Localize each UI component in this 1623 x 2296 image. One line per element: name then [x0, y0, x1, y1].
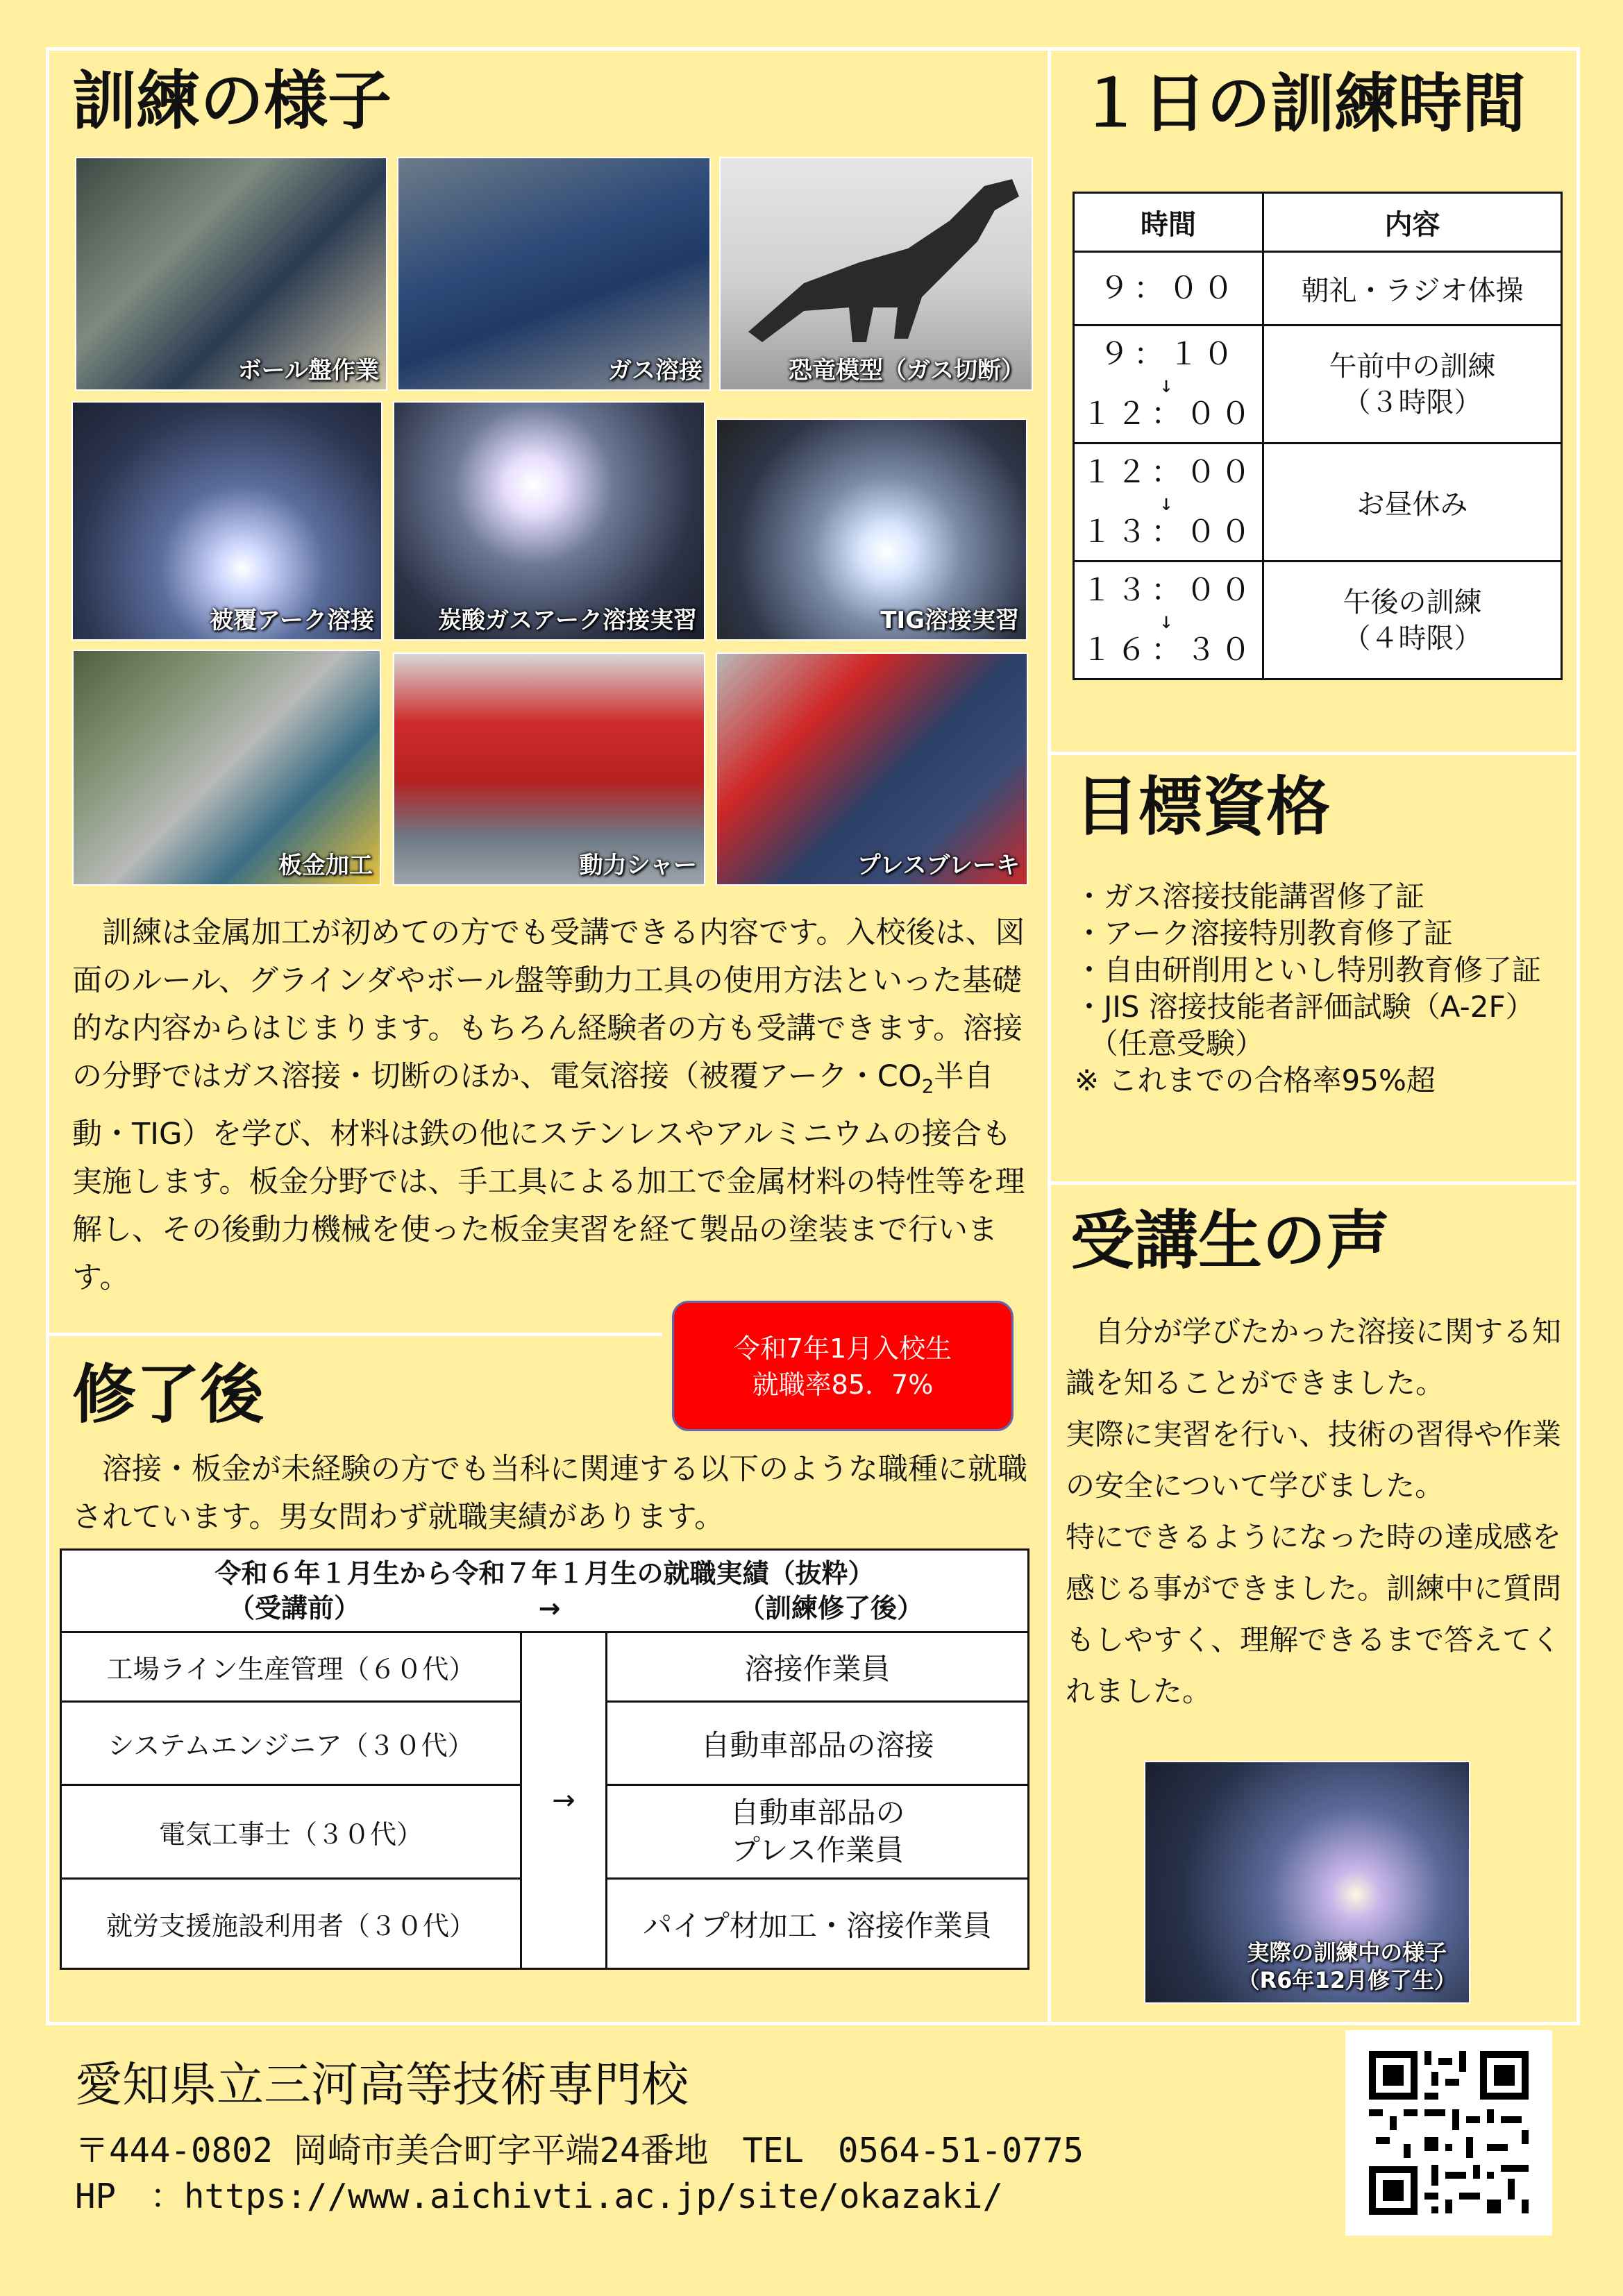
photo-caption: ボール盤作業 — [237, 357, 379, 385]
schedule-arrow: ↓ — [1159, 607, 1177, 634]
schedule-content: 午前中の訓練 — [1329, 350, 1496, 382]
school-homepage: HP ：https://www.aichivti.ac.jp/site/okazaki/ — [75, 2177, 1004, 2216]
divider-voice — [1048, 1181, 1580, 1185]
section-title-voice: 受講生の声 — [1070, 1204, 1390, 1278]
photo-caption: 炭酸ガスアーク溶接実習 — [438, 607, 697, 634]
frame-bottom — [46, 2022, 1580, 2025]
photo-voice-training — [1144, 1761, 1470, 2004]
schedule-header-time: 時間 — [1074, 193, 1263, 252]
schedule-time-end: １３：００ — [1082, 514, 1255, 550]
schedule-time-start: ９：１０ — [1099, 336, 1238, 372]
photo-caption-sub: （R6年12月修了生） — [1237, 1967, 1456, 1993]
photo-caption: 恐竜模型（ガス切断） — [789, 357, 1025, 385]
employment-before: システムエンジニア（３０代） — [61, 1702, 521, 1785]
after-text: 溶接・板金が未経験の方でも当科に関連する以下のような職種に就職されています。男女問わず就職実績があります。 — [72, 1452, 1027, 1535]
schedule-table — [1073, 192, 1563, 680]
frame-left — [46, 47, 49, 2025]
schedule-row — [1074, 444, 1562, 562]
photo-caption: プレスブレーキ — [857, 852, 1020, 879]
school-name: 愛知県立三河高等技術専門校 — [75, 2058, 689, 2113]
schedule-arrow: ↓ — [1159, 371, 1177, 398]
employment-after-line2: プレス作業員 — [730, 1833, 905, 1867]
employment-after: 自動車部品の溶接 — [700, 1728, 934, 1762]
schedule-content: 午後の訓練 — [1343, 586, 1482, 618]
employment-before: 就労支援施設利用者（３０代） — [61, 1879, 521, 1969]
qr-code[interactable] — [1345, 2030, 1552, 2236]
section-title-qualifications: 目標資格 — [1075, 770, 1331, 844]
schedule-time-end: １２：００ — [1082, 396, 1255, 432]
schedule-content-note: （３時限） — [1343, 386, 1482, 419]
after-description — [72, 1446, 1037, 1542]
divider-after — [46, 1333, 662, 1336]
photo-caption: TIG溶接実習 — [880, 607, 1019, 634]
schedule-time-start: １２：００ — [1082, 454, 1255, 490]
qualification-item: ・ガス溶接技能講習修了証 — [1075, 879, 1425, 913]
employment-row — [61, 1632, 1029, 1702]
employment-before-label: （受講前） — [228, 1593, 361, 1623]
schedule-time-end: １６：３０ — [1082, 632, 1255, 668]
employment-title: 令和６年１月生から令和７年１月生の就職実績（抜粋） — [215, 1558, 875, 1589]
photo-caption: ガス溶接 — [608, 357, 703, 385]
divider-qualifications — [1048, 752, 1580, 755]
employment-before: 電気工事士（３０代） — [61, 1785, 521, 1879]
photo-power-shear — [393, 652, 705, 886]
schedule-header-content: 内容 — [1263, 193, 1562, 252]
photo-co2-arc-welding — [393, 401, 705, 641]
training-text-part1: 訓練は金属加工が初めての方でも受講できる内容です。入校後は、図面のルール、グラインダやボール盤等動力工具の使用方法といった基礎的な内容からはじまります。もちろん経験者の方も受講できます。溶接の分野ではガス溶接・切断のほか、電気溶接（被覆アーク・CO — [72, 915, 1025, 1094]
photo-caption: 動力シャー — [579, 852, 697, 879]
qualification-pass-rate: ※ これまでの合格率95%超 — [1075, 1063, 1436, 1097]
employment-before: 工場ライン生産管理（６０代） — [61, 1632, 521, 1702]
badge-line: 令和7年1月入校生 — [733, 1333, 952, 1364]
frame-center-vertical — [1048, 47, 1051, 2025]
schedule-row — [1074, 326, 1562, 444]
qualification-item: ・自由研削用といし特別教育修了証 — [1075, 953, 1542, 987]
schedule-row — [1074, 252, 1562, 326]
schedule-time: ９：００ — [1099, 270, 1238, 306]
employment-after: パイプ材加工・溶接作業員 — [643, 1908, 992, 1943]
photo-arc-welding — [72, 401, 382, 641]
section-title-schedule: １日の訓練時間 — [1079, 67, 1527, 141]
voice-text — [1066, 1306, 1565, 1717]
qualification-item: ・アーク溶接特別教育修了証 — [1075, 916, 1453, 950]
employment-after: 自動車部品の — [730, 1796, 905, 1830]
training-text-subscript: 2 — [921, 1074, 934, 1098]
employment-table — [60, 1548, 1029, 1970]
frame-top — [46, 47, 1580, 51]
photo-tig-welding — [716, 419, 1027, 641]
photo-gas-welding — [397, 157, 711, 391]
employment-arrow: → — [521, 1632, 607, 1969]
section-title-after: 修了後 — [72, 1358, 264, 1432]
qualification-list — [1075, 878, 1541, 1099]
schedule-row — [1074, 562, 1562, 679]
photo-caption: 板金加工 — [278, 852, 373, 879]
employment-after: 溶接作業員 — [744, 1651, 891, 1686]
photo-dinosaur-model — [719, 157, 1033, 391]
school-address: 〒444-0802 岡崎市美合町字平端24番地 TEL 0564-51-0775 — [75, 2131, 1084, 2170]
voice-paragraph: 特にできるようになった時の達成感を感じる事ができました。訓練中に質問もしやすく、理解できるまで答えてくれました。 — [1066, 1520, 1562, 1708]
employment-rate-badge — [672, 1301, 1014, 1431]
schedule-content-note: （４時限） — [1343, 622, 1482, 655]
voice-paragraph: 自分が学びたかった溶接に関する知識を知ることができました。 — [1066, 1315, 1562, 1400]
badge-rate: 就職率85．7% — [752, 1369, 934, 1400]
employment-header-arrow: → — [538, 1593, 561, 1623]
training-description — [72, 909, 1037, 1302]
photo-sheet-metal — [72, 650, 381, 886]
qr-code-icon — [1345, 2030, 1552, 2236]
schedule-content: 朝礼・ラジオ体操 — [1301, 275, 1524, 307]
frame-right — [1576, 47, 1580, 2025]
photo-caption: 実際の訓練中の様子 — [1247, 1939, 1447, 1966]
voice-paragraph: 実際に実習を行い、技術の習得や作業の安全について学びました。 — [1066, 1417, 1562, 1503]
schedule-time-start: １３：００ — [1082, 572, 1255, 608]
photo-press-brake — [716, 652, 1028, 886]
schedule-arrow: ↓ — [1159, 489, 1177, 516]
photo-caption: 被覆アーク溶接 — [210, 607, 374, 634]
employment-after-label: （訓練修了後） — [738, 1593, 923, 1623]
qualification-item-note: （任意受験） — [1075, 1027, 1265, 1061]
qualification-item: ・JIS 溶接技能者評価試験（A-2F） — [1075, 990, 1535, 1024]
section-title-training: 訓練の様子 — [72, 64, 392, 138]
training-text-part2: 半自動・TIG）を学び、材料は鉄の他にステンレスやアルミニウムの接合も実施します。板金分野では、手工具による加工で金属材料の特性等を理解し、その後動力機械を使った板金実習を経て製品の塗装まで行います。 — [72, 1059, 1025, 1295]
employment-table-header — [61, 1550, 1029, 1632]
photo-drill-press — [75, 157, 387, 391]
schedule-content: お昼休み — [1356, 489, 1468, 521]
